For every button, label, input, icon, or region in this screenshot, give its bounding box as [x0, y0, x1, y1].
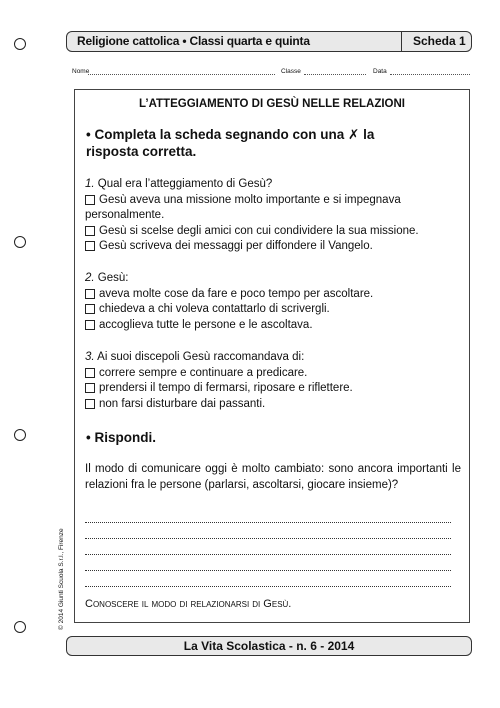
option-text: chiedeva a chi voleva contattarlo di scrivergli.	[99, 303, 330, 315]
answer-checkbox[interactable]	[85, 241, 95, 251]
question-number: 1.	[85, 178, 95, 190]
answer-checkbox[interactable]	[85, 289, 95, 299]
option	[85, 224, 463, 240]
name-label: Nome	[72, 68, 90, 75]
option-text: Gesù si scelse degli amici con cui condividere la sua missione.	[99, 224, 419, 237]
option	[85, 397, 463, 413]
answer-checkbox[interactable]	[85, 226, 95, 236]
question-text: Gesù:	[94, 272, 129, 284]
binder-hole	[14, 38, 26, 50]
answer-checkbox[interactable]	[85, 383, 95, 393]
option-text: aveva molte cose da fare e poco tempo per ascoltare.	[99, 287, 374, 300]
option	[85, 239, 463, 255]
footer-bar: La Vita Scolastica - n. 6 - 2014	[66, 636, 472, 656]
worksheet-box	[74, 89, 470, 623]
option	[85, 366, 463, 382]
option	[85, 318, 463, 334]
learning-objective: Conoscere il modo di relazionarsi di Gesù.	[85, 598, 292, 610]
option	[85, 381, 463, 397]
answer-line[interactable]	[85, 522, 451, 523]
instruction-bold: • Completa la scheda segnando con una	[86, 127, 349, 142]
binder-hole	[14, 429, 26, 441]
name-field[interactable]	[88, 74, 275, 75]
binder-hole	[14, 236, 26, 248]
option	[85, 193, 463, 224]
option-text: prendersi il tempo di fermarsi, riposare e riflettere.	[99, 382, 353, 394]
option-text: Gesù aveva una missione molto importante e si impegnava personalmente.	[85, 193, 401, 221]
option-text: non farsi disturbare dai passanti.	[99, 397, 266, 410]
date-label: Data	[373, 68, 387, 75]
answer-checkbox[interactable]	[85, 195, 95, 205]
open-question: Il modo di comunicare oggi è molto cambiato: sono ancora importanti le relazioni fra le persone (parlarsi, ascoltarsi, giocare insieme)?	[85, 463, 461, 491]
answer-line[interactable]	[85, 570, 451, 571]
cross-mark: ✗	[348, 127, 360, 142]
date-field[interactable]	[390, 74, 470, 75]
answer-checkbox[interactable]	[85, 399, 95, 409]
rispondi-heading: • Rispondi.	[86, 430, 156, 445]
answer-checkbox[interactable]	[85, 320, 95, 330]
option-text: Gesù scriveva dei messaggi per diffondere il Vangelo.	[99, 240, 373, 252]
question-3	[85, 350, 463, 412]
class-field[interactable]	[304, 74, 366, 75]
question-text: Qual era l’atteggiamento di Gesù?	[94, 178, 273, 190]
worksheet-title: L’ATTEGGIAMENTO DI GESÙ NELLE RELAZIONI	[139, 98, 405, 110]
question-number: 3.	[85, 351, 95, 363]
answer-checkbox[interactable]	[85, 304, 95, 314]
answer-line[interactable]	[85, 586, 451, 587]
subject-title: Religione cattolica • Classi quarta e quinta	[77, 34, 310, 48]
binder-hole	[14, 621, 26, 633]
copyright-note: © 2014 Giunti Scuola S.r.l., Firenze	[58, 528, 65, 630]
class-label: Classe	[281, 68, 301, 75]
header-bar	[66, 31, 472, 52]
question-1	[85, 177, 463, 255]
instruction-rest: la risposta corretta.	[86, 127, 375, 159]
sheet-number: Scheda 1	[413, 34, 466, 48]
question-number: 2.	[85, 272, 95, 284]
question-2	[85, 271, 463, 333]
instruction	[86, 126, 416, 160]
question-text: Ai suoi discepoli Gesù raccomandava di:	[94, 351, 305, 363]
answer-line[interactable]	[85, 538, 451, 539]
option-text: accoglieva tutte le persone e le ascoltava.	[99, 318, 313, 331]
answer-line[interactable]	[85, 554, 451, 555]
option	[85, 302, 463, 318]
header-divider	[401, 31, 402, 52]
option	[85, 287, 463, 303]
option-text: correre sempre e continuare a predicare.	[99, 366, 308, 379]
answer-checkbox[interactable]	[85, 368, 95, 378]
